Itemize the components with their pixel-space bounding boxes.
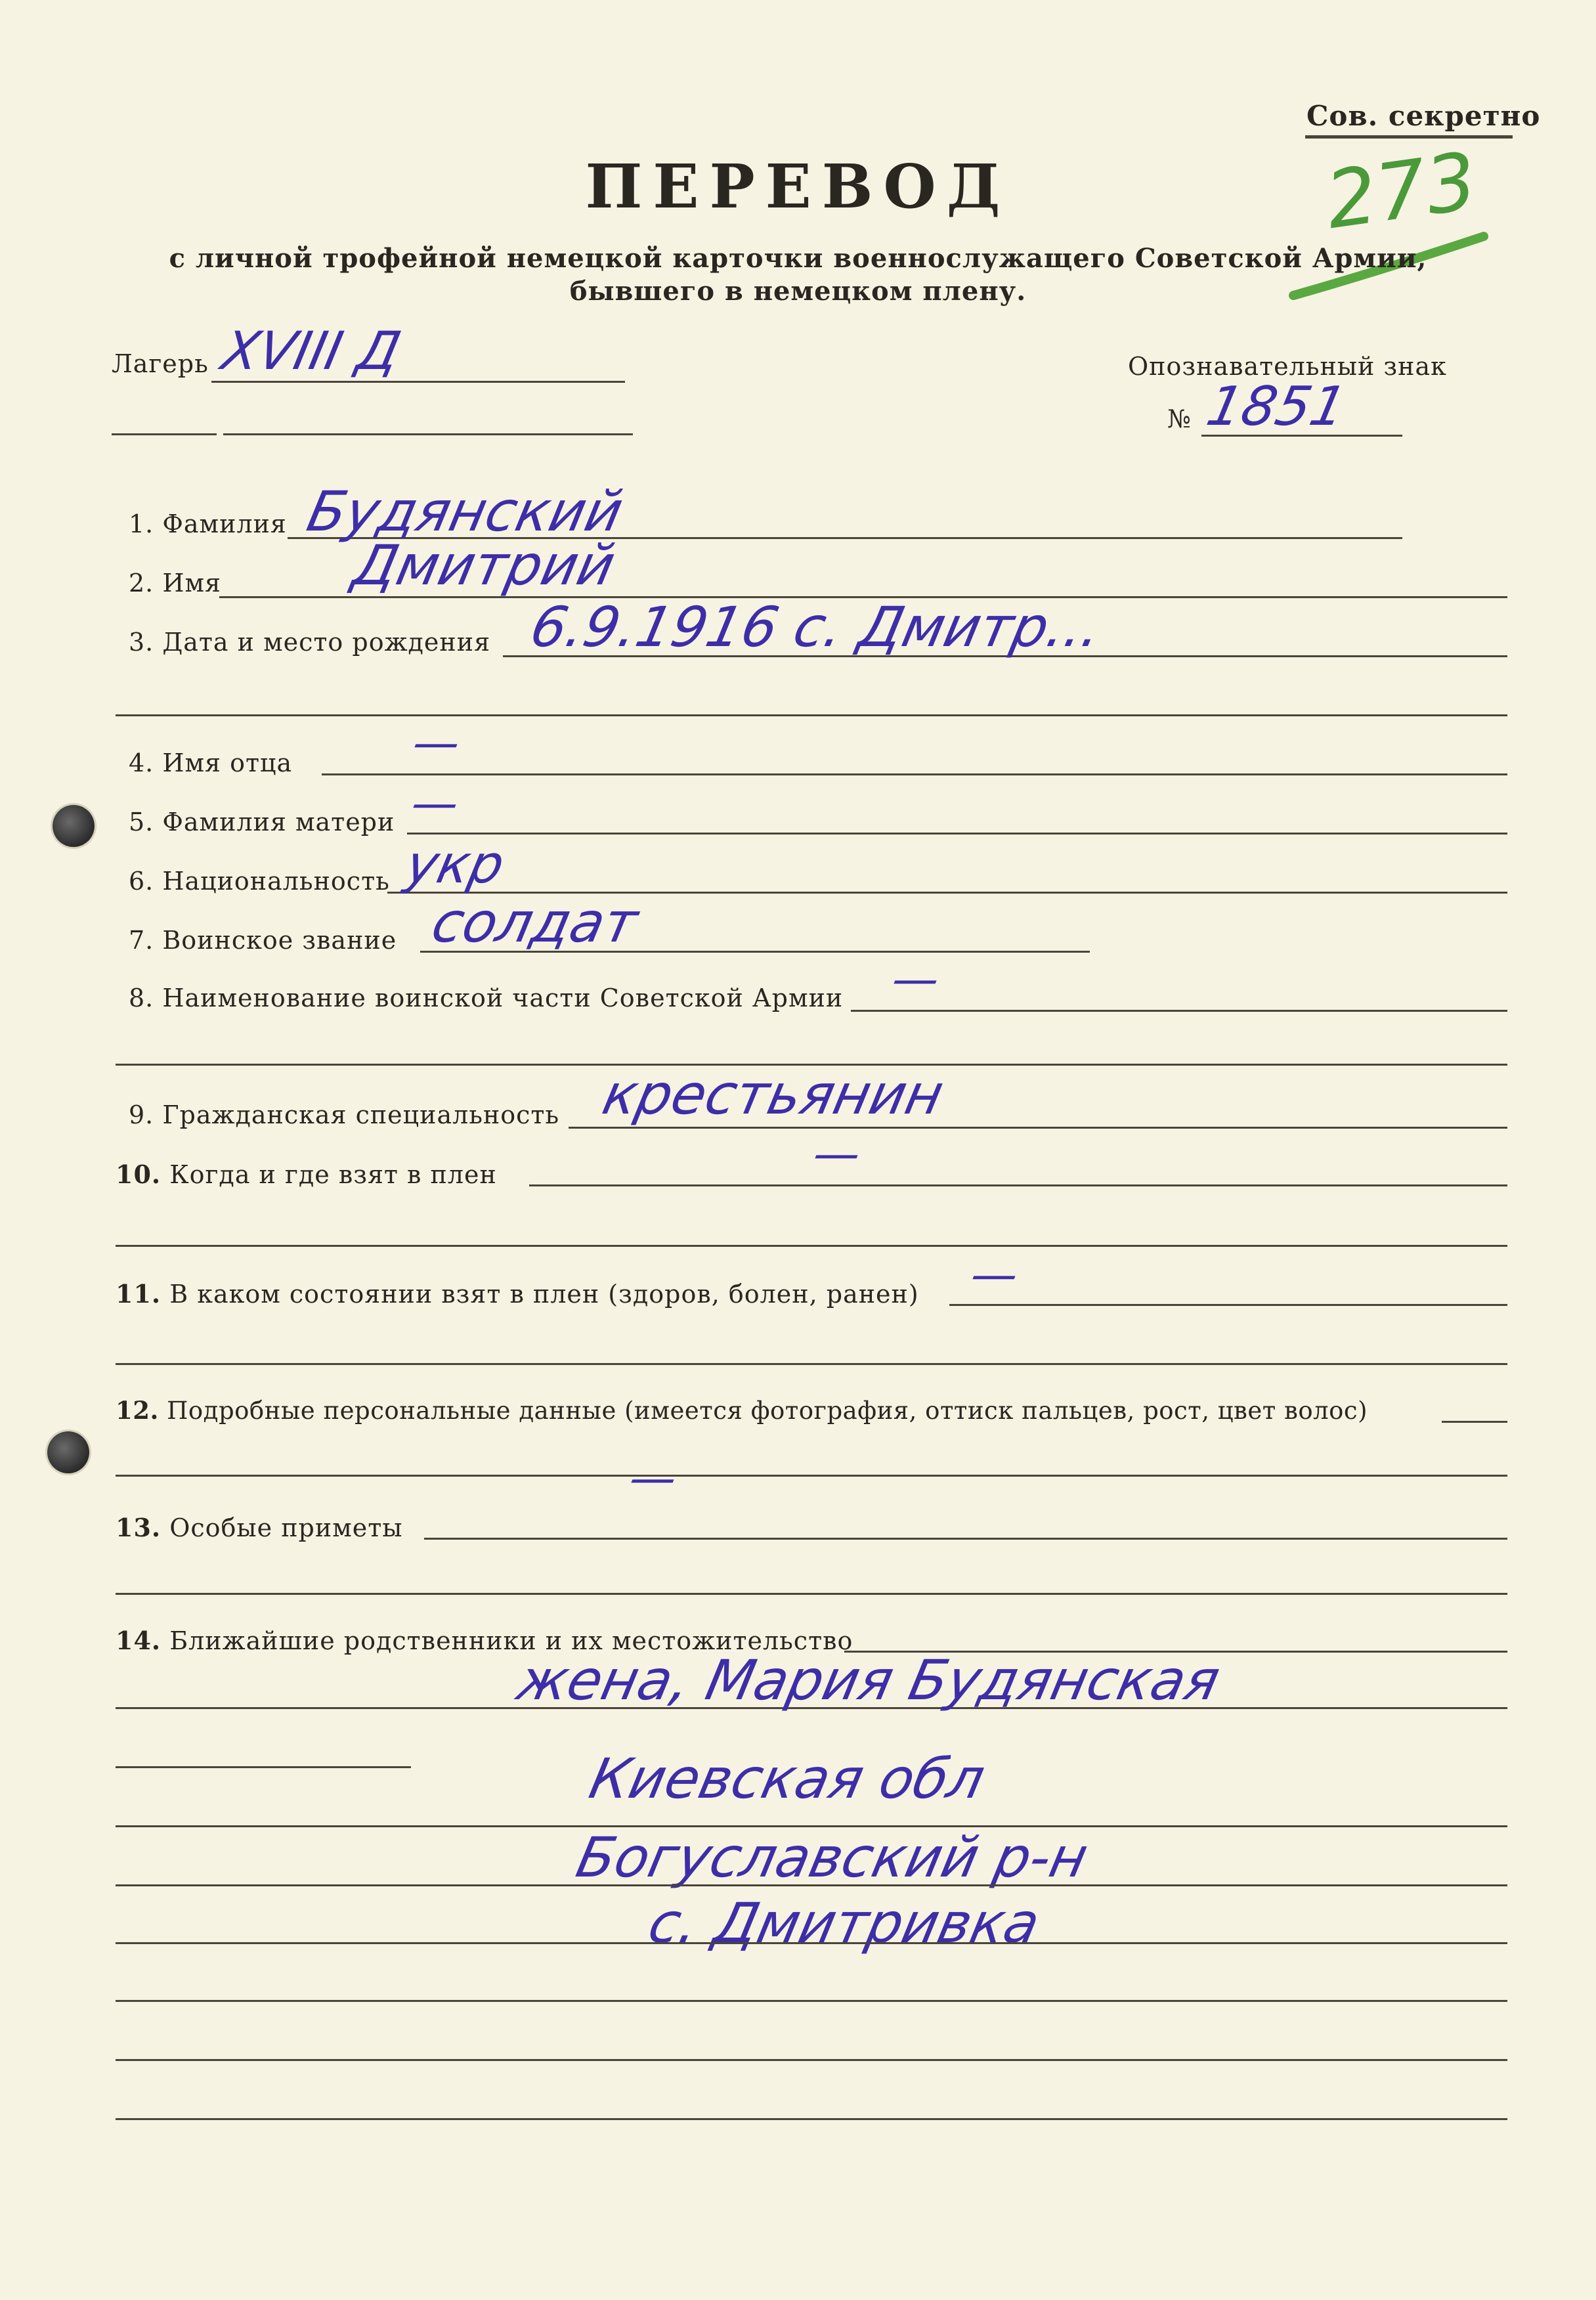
field-1-label: 1. Фамилия (129, 510, 287, 538)
field-8-label: 8. Наименование воинской части Советской Армии (129, 984, 844, 1012)
classification-underline (1305, 135, 1513, 139)
punch-hole-top (53, 805, 95, 847)
field-12-line-2 (116, 1475, 1507, 1477)
relatives-line-1-text: жена, Мария Будянская (511, 1648, 1226, 1712)
punch-hole-bottom (47, 1431, 89, 1473)
field-13-line-2 (116, 1593, 1507, 1595)
relatives-line-4 (116, 1884, 1507, 1886)
id-tag-label: Опознавательный знак (1128, 352, 1447, 381)
field-5-value: — (406, 776, 464, 830)
field-9-line (569, 1127, 1507, 1129)
field-11-line-2 (116, 1363, 1507, 1365)
field-10-line (529, 1184, 1507, 1186)
id-tag-no-label: № (1167, 404, 1192, 433)
field-10-label: 10. Когда и где взят в плен (116, 1160, 497, 1189)
relatives-line-2-text: Киевская обл (584, 1747, 991, 1811)
camp-line-2b (223, 433, 633, 435)
relatives-line-3-text: Богуславский р-н (571, 1825, 1094, 1890)
subtitle-line-1: с личной трофейной немецкой карточки военнослужащего Советской Армии, (169, 243, 1427, 274)
field-6-label: 6. Национальность (129, 867, 390, 896)
field-11-line (949, 1304, 1507, 1306)
field-5-label: 5. Фамилия матери (129, 808, 395, 836)
field-6-value: укр (400, 834, 510, 895)
field-3-value: 6.9.1916 с. Дмитр... (525, 595, 1108, 659)
field-7-value: солдат (426, 890, 644, 955)
page-title: ПЕРЕВОД (585, 151, 1011, 222)
field-2-value: Дмитрий (347, 533, 621, 597)
field-12-line (1442, 1421, 1507, 1423)
field-8-line (851, 1010, 1507, 1012)
field-7-label: 7. Воинское звание (129, 926, 397, 955)
field-5-line (407, 833, 1507, 835)
id-tag-value: 1851 (1201, 376, 1352, 438)
field-3-line-2 (116, 714, 1507, 716)
field-4-value: — (408, 716, 465, 770)
handwritten-file-number: 273 (1320, 135, 1482, 248)
field-13-line (424, 1538, 1507, 1540)
field-4-line (322, 773, 1507, 775)
field-9-value: крестьянин (597, 1062, 949, 1127)
field-12-value: — (624, 1451, 682, 1505)
field-4-label: 4. Имя отца (129, 749, 293, 777)
camp-line-2a (112, 433, 217, 435)
camp-label: Лагерь (112, 349, 209, 378)
field-1-value: Будянский (301, 479, 629, 544)
relatives-line-8 (116, 2118, 1507, 2120)
classification-stamp: Сов. секретно (1306, 100, 1541, 132)
field-10-value: — (808, 1127, 866, 1181)
relatives-line-5 (116, 1942, 1507, 1944)
field-12-label: 12. Подробные персональные данные (имеется фотография, оттиск пальцев, рост, цвет волос) (116, 1396, 1368, 1425)
field-13-label: 13. Особые приметы (116, 1513, 403, 1542)
relatives-line-7 (116, 2059, 1507, 2061)
relatives-line-4-text: с. Дмитривка (643, 1891, 1046, 1955)
field-9-label: 9. Гражданская специальность (129, 1100, 560, 1129)
relatives-line-6 (116, 2000, 1507, 2002)
field-3-label: 3. Дата и место рождения (129, 628, 491, 657)
field-2-label: 2. Имя (129, 569, 222, 597)
subtitle-line-2: бывшего в немецком плену. (569, 276, 1027, 307)
relatives-line-2 (116, 1766, 411, 1768)
field-11-label: 11. В каком состоянии взят в плен (здоров, болен, ранен) (116, 1279, 919, 1309)
field-14-label: 14. Ближайшие родственники и их местожительство (116, 1626, 853, 1655)
camp-value: XVIII Д (217, 320, 406, 381)
field-8-value: — (887, 952, 945, 1006)
field-10-line-2 (116, 1245, 1507, 1247)
field-11-value: — (966, 1248, 1024, 1301)
